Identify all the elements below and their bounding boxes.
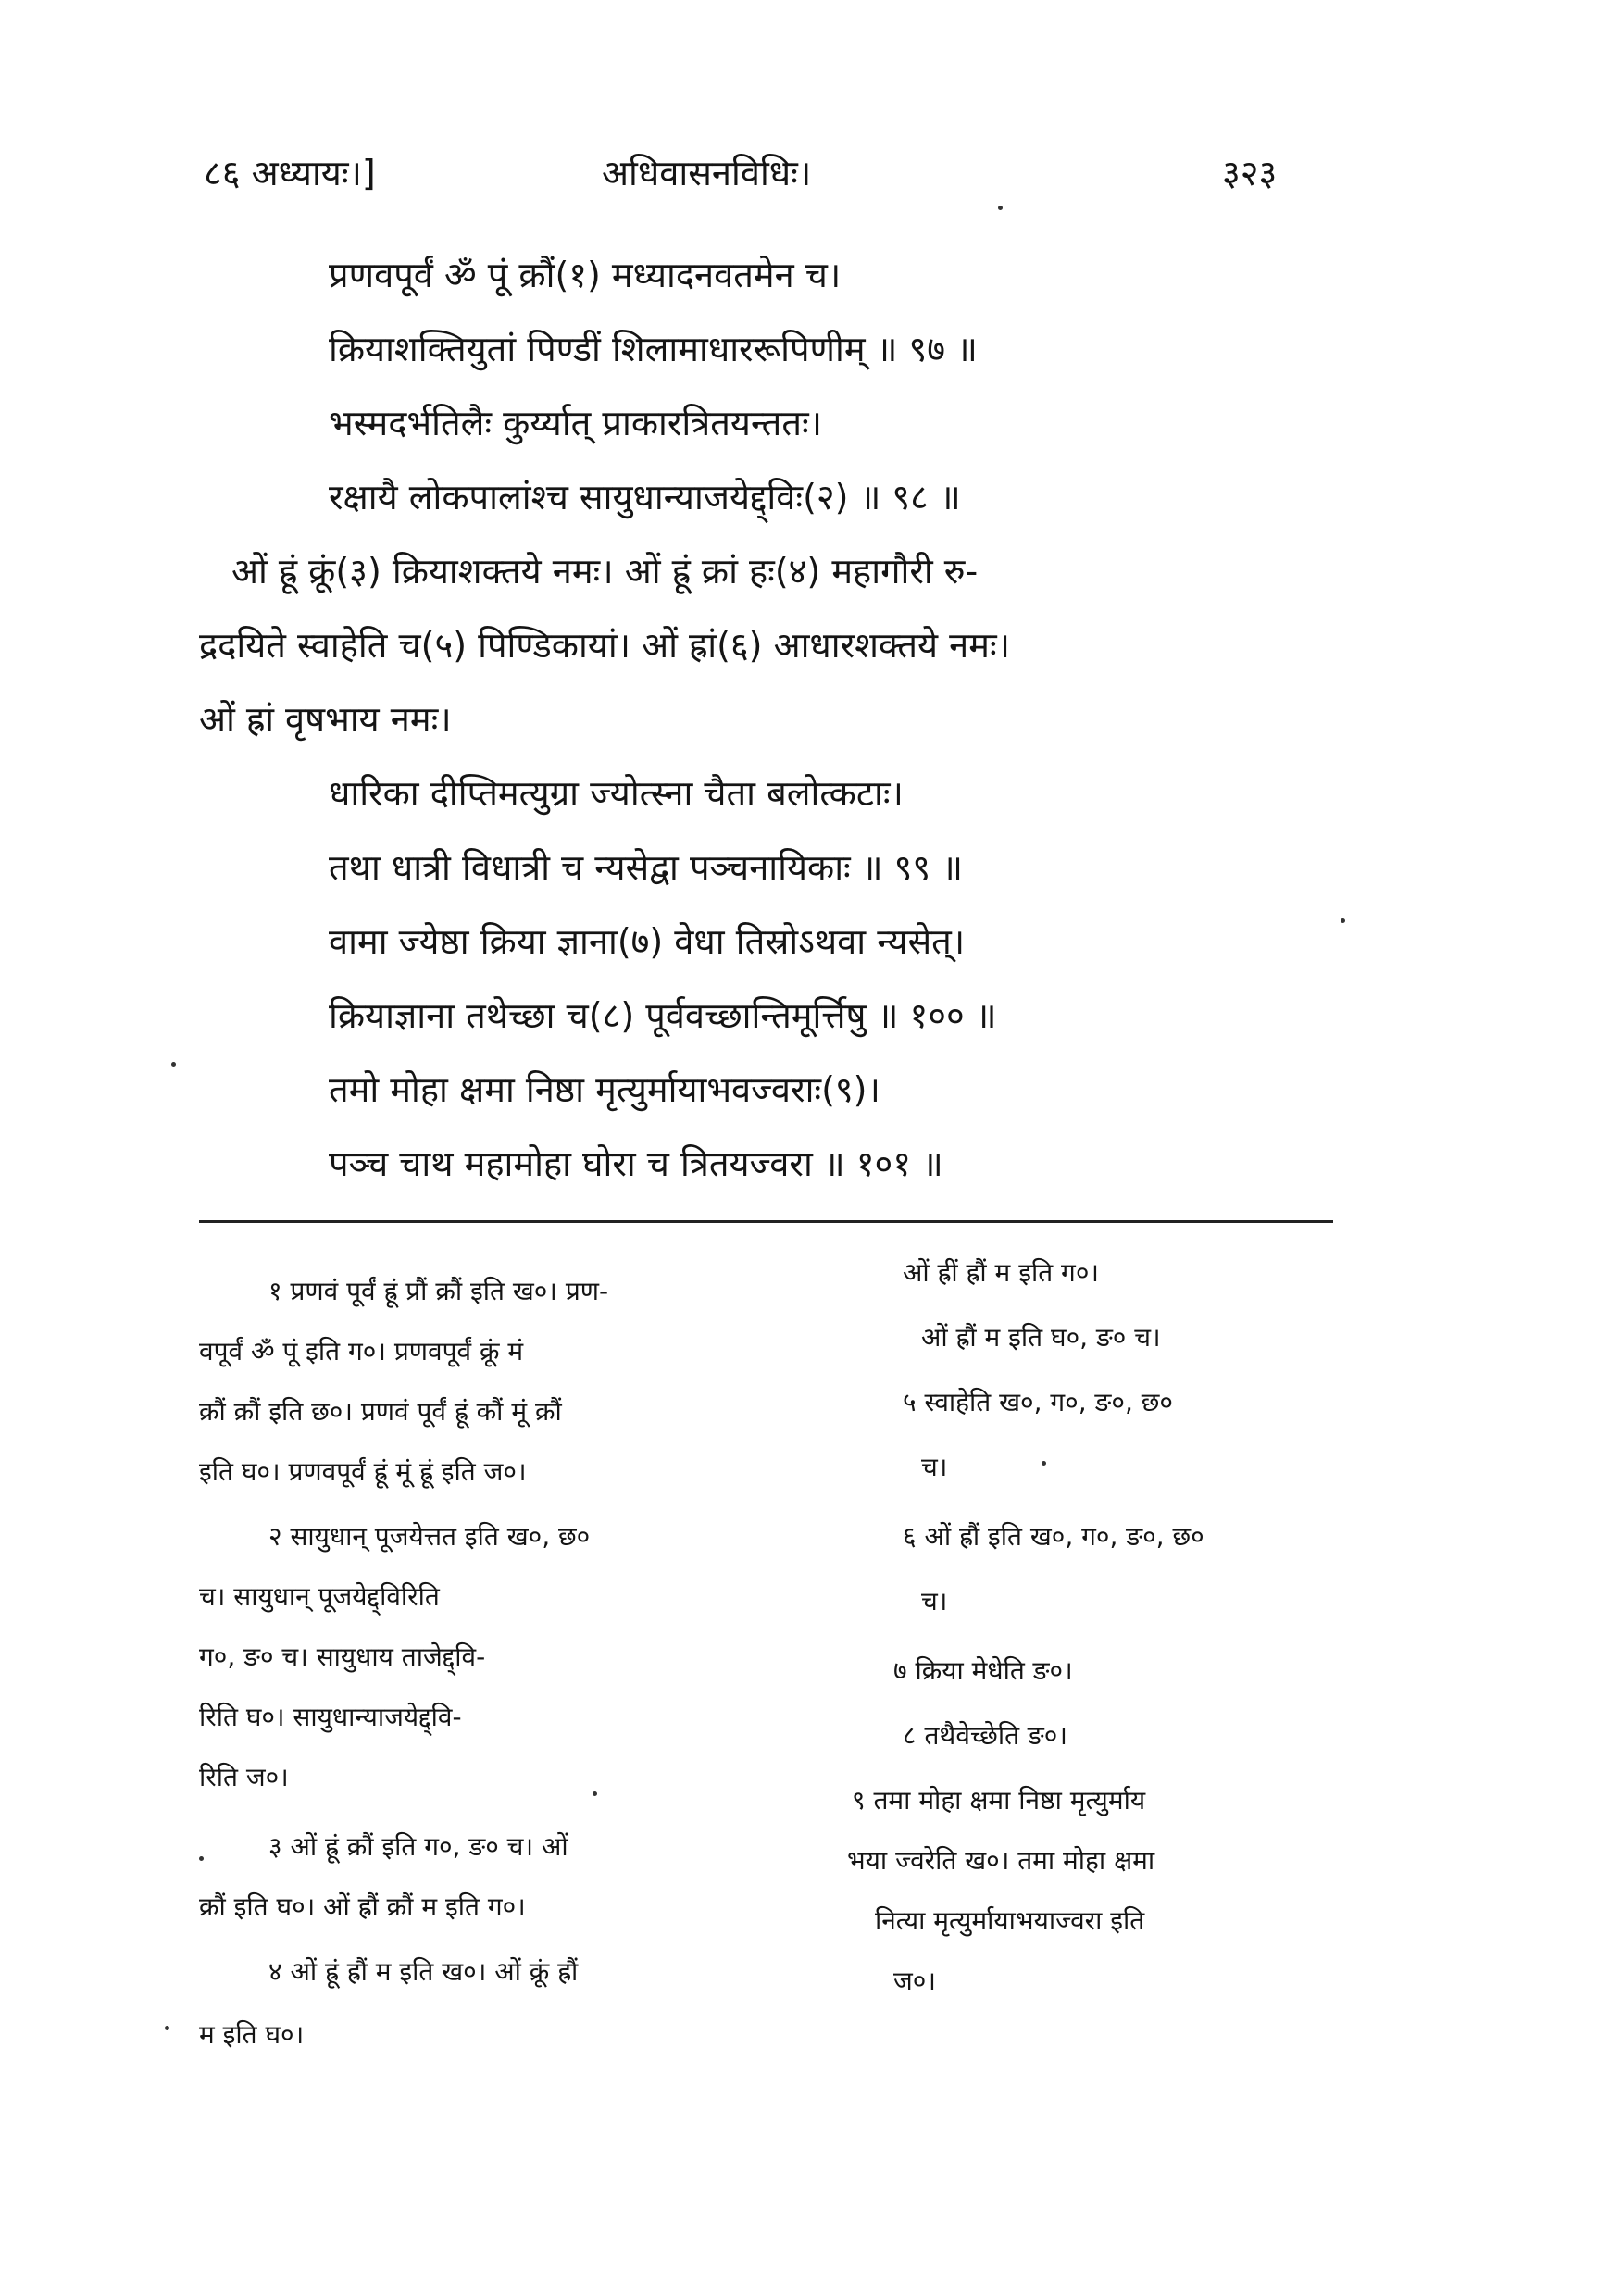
- page-number: ३२३: [1222, 153, 1278, 193]
- footnote-line: च। सायुधान् पूजयेद्द्विरिति: [199, 1581, 440, 1612]
- footnote-line: म इति घ०।: [199, 2019, 305, 2050]
- footnote-line: ग०, ङ० च। सायुधाय ताजेद्द्वि-: [199, 1641, 486, 1672]
- verse-line: तथा धात्री विधात्री च न्यसेद्वा पञ्चनायिकाः ॥ ९९ ॥: [329, 847, 963, 888]
- footnote-divider: [199, 1220, 1333, 1223]
- footnote-line: रिति ज०।: [199, 1762, 289, 1792]
- scan-speck: [1341, 918, 1345, 923]
- footnote-line: ५ स्वाहेति ख०, ग०, ङ०, छ०: [903, 1387, 1173, 1417]
- scan-speck: [593, 1791, 597, 1796]
- footnote-line: ७ क्रिया मेधेति ङ०।: [893, 1655, 1073, 1686]
- scan-speck: [171, 1062, 176, 1067]
- footnote-line: ३ ओं ह्रूं क्रौं इति ग०, ङ० च। ओं: [268, 1831, 568, 1862]
- footnote-line: भया ज्वरेति ख०। तमा मोहा क्षमा: [847, 1845, 1155, 1876]
- prose-line: ओं ह्रूं क्रूं(३) क्रियाशक्तये नमः। ओं ह्रूं क्रां हः(४) महागौरी रु-: [231, 551, 979, 592]
- footnote-line: रिति घ०। सायुधान्याजयेद्द्वि-: [199, 1702, 462, 1732]
- scan-speck: [199, 1856, 204, 1861]
- footnote-line: ज०।: [893, 1965, 936, 1996]
- verse-line: रक्षायै लोकपालांश्च सायुधान्याजयेद्द्विः(२) ॥ ९८ ॥: [329, 477, 961, 518]
- verse-line: तमो मोहा क्षमा निष्ठा मृत्युर्मायाभवज्वराः(९)।: [329, 1069, 880, 1110]
- footnote-line: क्रौं इति घ०। ओं ह्रौं क्रौं म इति ग०।: [199, 1891, 526, 1922]
- footnote-line: २ सायुधान् पूजयेत्तत इति ख०, छ०: [268, 1521, 591, 1552]
- scan-speck: [998, 206, 1003, 210]
- footnote-line: ९ तमा मोहा क्षमा निष्ठा मृत्युर्माय: [852, 1785, 1146, 1816]
- footnote-line: ४ ओं ह्रूं ह्रौं म इति ख०। ओं क्रूं ह्रौं: [268, 1956, 579, 1987]
- verse-line: क्रियाशक्तियुतां पिण्डीं शिलामाधाररूपिणीम् ॥ ९७ ॥: [329, 329, 978, 369]
- footnote-line: च।: [921, 1452, 948, 1482]
- footnote-line: ६ ओं ह्रौं इति ख०, ग०, ङ०, छ०: [903, 1521, 1204, 1552]
- verse-line: पञ्च चाथ महामोहा घोरा च त्रितयज्वरा ॥ १०१ ॥: [329, 1143, 943, 1184]
- scan-speck: [165, 2026, 169, 2030]
- footnote-line: ८ तथैवेच्छेति ङ०।: [903, 1720, 1067, 1751]
- verse-line: धारिका दीप्तिमत्युग्रा ज्योत्स्ना चैता बलोत्कटाः।: [329, 773, 904, 814]
- footnote-line: नित्या मृत्युर्मायाभयाज्वरा इति: [875, 1905, 1145, 1936]
- verse-line: क्रियाज्ञाना तथेच्छा च(८) पूर्ववच्छान्तिमूर्त्तिषु ॥ १०० ॥: [329, 995, 997, 1036]
- footnote-line: ओं ह्रीं ह्रौं म इति ग०।: [903, 1257, 1099, 1288]
- footnote-line: १ प्रणवं पूर्वं ह्रूं प्रौं क्रौं इति ख०। प्रण-: [268, 1276, 609, 1306]
- footnote-line: च।: [921, 1586, 948, 1616]
- page-header: [0, 148, 1622, 213]
- scan-speck: [1042, 1461, 1046, 1466]
- footnote-line: इति घ०। प्रणवपूर्वं ह्रूं मूं ह्रूं इति ज०।: [199, 1456, 527, 1487]
- verse-line: भस्मदर्भतिलैः कुर्य्यात् प्राकारत्रितयन्ततः।: [329, 403, 823, 443]
- footnote-line: वपूर्वं ॐ पूं इति ग०। प्रणवपूर्वं क्रूं मं: [199, 1336, 524, 1366]
- running-title: अधिवासनविधिः।: [602, 153, 812, 193]
- verse-line: प्रणवपूर्वं ॐ पूं क्रौं(१) मध्यादनवतमेन च।: [329, 255, 842, 295]
- chapter-label: ८६ अध्यायः।]: [204, 153, 376, 193]
- footnote-line: क्रौं क्रौं इति छ०। प्रणवं पूर्वं ह्रूं कौं मूं क्रौं: [199, 1396, 562, 1427]
- verse-line: वामा ज्येष्ठा क्रिया ज्ञाना(७) वेधा तिस्रोऽथवा न्यसेत्।: [329, 921, 966, 962]
- prose-line: द्रदयिते स्वाहेति च(५) पिण्डिकायां। ओं ह्रां(६) आधारशक्तये नमः।: [199, 625, 1011, 666]
- prose-line: ओं ह्रां वृषभाय नमः।: [199, 699, 452, 740]
- footnote-line: ओं ह्रौं म इति घ०, ङ० च।: [921, 1322, 1161, 1353]
